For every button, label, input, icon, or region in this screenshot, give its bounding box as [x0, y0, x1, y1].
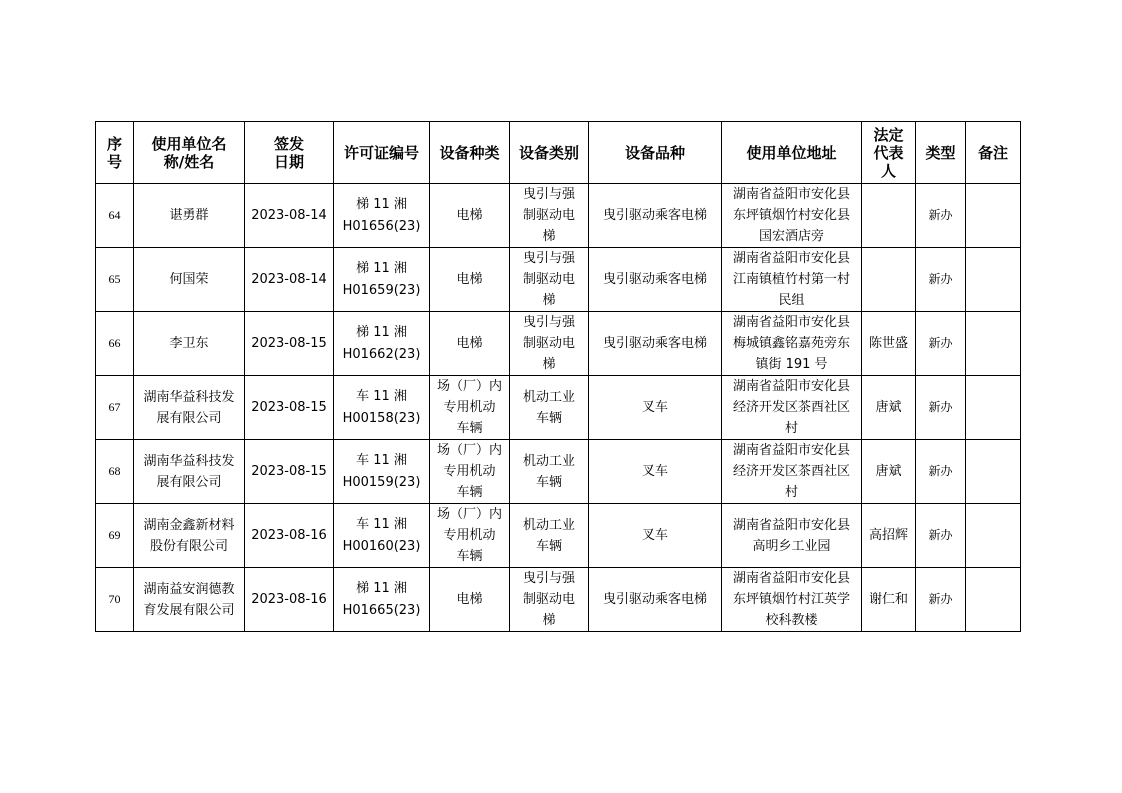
- issue-date-text: 2023-08-14: [251, 208, 327, 223]
- license-number-text: 车 11 湘 H00158(23): [342, 388, 421, 426]
- license-number-text: 车 11 湘 H00159(23): [342, 452, 421, 490]
- table-row: [96, 440, 1021, 504]
- issue-date-text: 2023-08-16: [251, 528, 327, 543]
- remark-cell: [966, 184, 1021, 248]
- type-cell: [916, 504, 966, 568]
- unit-name-text: 湖南华益科技发 展有限公司: [143, 453, 235, 490]
- issue-date-cell: [245, 248, 334, 312]
- license-number-text: 车 11 湘 H00160(23): [342, 516, 421, 554]
- seq-text: 64: [108, 208, 121, 222]
- license-number-cell: [334, 248, 430, 312]
- equipment-variety-cell: [589, 504, 722, 568]
- header-equipment-variety: 设备品种: [589, 122, 722, 184]
- remark-cell: [966, 248, 1021, 312]
- issue-date-cell: [245, 312, 334, 376]
- header-unit-address: 使用单位地址: [722, 122, 862, 184]
- equipment-variety-cell: [589, 440, 722, 504]
- unit-address-cell: [722, 312, 862, 376]
- legal-representative-cell: [862, 440, 916, 504]
- seq-cell: [96, 376, 134, 440]
- issue-date-cell: [245, 184, 334, 248]
- equipment-variety-text: 曳引驱动乘客电梯: [602, 272, 707, 287]
- issue-date-cell: [245, 504, 334, 568]
- type-cell: [916, 184, 966, 248]
- equipment-variety-cell: [589, 376, 722, 440]
- unit-name-cell: [134, 568, 245, 632]
- header-legal-representative: 法定 代表 人: [862, 122, 916, 184]
- license-number-text: 梯 11 湘 H01662(23): [342, 324, 421, 362]
- license-registry-table: [95, 121, 1021, 632]
- table-row: [96, 184, 1021, 248]
- legal-representative-cell: [862, 376, 916, 440]
- table-row: [96, 312, 1021, 376]
- unit-name-cell: [134, 248, 245, 312]
- seq-text: 68: [108, 464, 121, 478]
- equipment-category-text: 曳引与强 制驱动电 梯: [522, 571, 575, 628]
- table-header: [96, 122, 1021, 184]
- unit-address-cell: [722, 248, 862, 312]
- equipment-category-text: 曳引与强 制驱动电 梯: [522, 251, 575, 308]
- legal-representative-cell: [862, 184, 916, 248]
- seq-text: 65: [108, 272, 121, 286]
- unit-name-text: 湖南金鑫新材料 股份有限公司: [143, 517, 235, 554]
- equipment-category-text: 曳引与强 制驱动电 梯: [522, 315, 575, 372]
- license-number-cell: [334, 184, 430, 248]
- unit-address-text: 湖南省益阳市安化县 东坪镇烟竹村江英学 校科教楼: [732, 571, 850, 628]
- license-number-cell: [334, 312, 430, 376]
- license-number-text: 梯 11 湘 H01656(23): [342, 196, 421, 234]
- type-text: 新办: [928, 336, 953, 350]
- issue-date-text: 2023-08-14: [251, 272, 327, 287]
- seq-cell: [96, 440, 134, 504]
- seq-cell: [96, 504, 134, 568]
- issue-date-cell: [245, 568, 334, 632]
- legal-representative-text: 陈世盛: [868, 336, 908, 351]
- equipment-kind-text: 电梯: [456, 208, 483, 223]
- equipment-kind-text: 场（厂）内 专用机动 车辆: [436, 443, 502, 500]
- remark-cell: [966, 504, 1021, 568]
- unit-address-text: 湖南省益阳市安化县 经济开发区茶酉社区 村: [732, 443, 850, 500]
- type-cell: [916, 312, 966, 376]
- seq-text: 66: [108, 336, 121, 350]
- type-text: 新办: [928, 272, 953, 286]
- legal-representative-text: 唐斌: [875, 400, 902, 415]
- equipment-kind-cell: [430, 440, 510, 504]
- remark-cell: [966, 312, 1021, 376]
- equipment-category-cell: [510, 440, 589, 504]
- equipment-kind-text: 场（厂）内 专用机动 车辆: [436, 507, 502, 564]
- type-text: 新办: [928, 208, 953, 222]
- legal-representative-cell: [862, 312, 916, 376]
- equipment-category-text: 曳引与强 制驱动电 梯: [522, 187, 575, 244]
- equipment-category-cell: [510, 248, 589, 312]
- type-cell: [916, 440, 966, 504]
- header-seq: 序 号: [96, 122, 134, 184]
- table-row: [96, 248, 1021, 312]
- license-number-text: 梯 11 湘 H01665(23): [342, 580, 421, 618]
- unit-address-cell: [722, 376, 862, 440]
- seq-cell: [96, 184, 134, 248]
- header-remark: 备注: [966, 122, 1021, 184]
- issue-date-text: 2023-08-15: [251, 336, 327, 351]
- table-body: [96, 184, 1021, 632]
- unit-address-text: 湖南省益阳市安化县 东坪镇烟竹村安化县 国宏酒店旁: [732, 187, 850, 244]
- header-issue-date: 签发 日期: [245, 122, 334, 184]
- unit-address-text: 湖南省益阳市安化县 梅城镇鑫铭嘉苑旁东 镇街 191 号: [732, 315, 850, 372]
- license-number-cell: [334, 568, 430, 632]
- equipment-kind-cell: [430, 504, 510, 568]
- type-cell: [916, 568, 966, 632]
- equipment-category-cell: [510, 504, 589, 568]
- seq-cell: [96, 248, 134, 312]
- legal-representative-text: 唐斌: [875, 464, 902, 479]
- seq-cell: [96, 568, 134, 632]
- equipment-variety-text: 曳引驱动乘客电梯: [602, 592, 707, 607]
- unit-name-cell: [134, 312, 245, 376]
- unit-address-cell: [722, 568, 862, 632]
- unit-name-text: 湖南华益科技发 展有限公司: [143, 389, 235, 426]
- equipment-category-text: 机动工业 车辆: [522, 453, 575, 490]
- unit-name-text: 湖南益安润德教 育发展有限公司: [143, 581, 235, 618]
- header-license-number: 许可证编号: [334, 122, 430, 184]
- license-number-text: 梯 11 湘 H01659(23): [342, 260, 421, 298]
- equipment-kind-text: 电梯: [456, 592, 483, 607]
- remark-cell: [966, 568, 1021, 632]
- unit-address-text: 湖南省益阳市安化县 经济开发区茶酉社区 村: [732, 379, 850, 436]
- header-equipment-kind: 设备种类: [430, 122, 510, 184]
- header-row: [96, 122, 1021, 184]
- issue-date-text: 2023-08-15: [251, 464, 327, 479]
- license-number-cell: [334, 440, 430, 504]
- type-text: 新办: [928, 592, 953, 606]
- seq-text: 67: [108, 400, 121, 414]
- remark-cell: [966, 376, 1021, 440]
- header-unit-name: 使用单位名 称/姓名: [134, 122, 245, 184]
- unit-address-cell: [722, 184, 862, 248]
- equipment-variety-cell: [589, 184, 722, 248]
- unit-address-cell: [722, 440, 862, 504]
- issue-date-text: 2023-08-15: [251, 400, 327, 415]
- legal-representative-text: 高招辉: [868, 528, 908, 543]
- legal-representative-cell: [862, 248, 916, 312]
- equipment-variety-text: 曳引驱动乘客电梯: [602, 336, 707, 351]
- equipment-category-text: 机动工业 车辆: [522, 517, 575, 554]
- equipment-kind-text: 场（厂）内 专用机动 车辆: [436, 379, 502, 436]
- equipment-category-text: 机动工业 车辆: [522, 389, 575, 426]
- equipment-variety-cell: [589, 568, 722, 632]
- equipment-category-cell: [510, 568, 589, 632]
- seq-text: 69: [108, 528, 121, 542]
- remark-cell: [966, 440, 1021, 504]
- equipment-variety-text: 叉车: [641, 528, 668, 543]
- issue-date-cell: [245, 440, 334, 504]
- unit-address-cell: [722, 504, 862, 568]
- equipment-kind-cell: [430, 568, 510, 632]
- issue-date-cell: [245, 376, 334, 440]
- header-equipment-category: 设备类别: [510, 122, 589, 184]
- seq-text: 70: [108, 592, 121, 606]
- unit-address-text: 湖南省益阳市安化县 高明乡工业园: [732, 517, 850, 554]
- equipment-kind-cell: [430, 184, 510, 248]
- equipment-variety-cell: [589, 248, 722, 312]
- issue-date-text: 2023-08-16: [251, 592, 327, 607]
- type-text: 新办: [928, 464, 953, 478]
- equipment-kind-text: 电梯: [456, 272, 483, 287]
- header-type: 类型: [916, 122, 966, 184]
- unit-name-text: 李卫东: [169, 336, 209, 351]
- equipment-category-cell: [510, 312, 589, 376]
- license-number-cell: [334, 376, 430, 440]
- equipment-kind-cell: [430, 248, 510, 312]
- seq-cell: [96, 312, 134, 376]
- equipment-kind-cell: [430, 376, 510, 440]
- unit-name-cell: [134, 504, 245, 568]
- equipment-kind-cell: [430, 312, 510, 376]
- equipment-variety-text: 叉车: [641, 464, 668, 479]
- unit-name-text: 谌勇群: [169, 208, 209, 223]
- unit-name-cell: [134, 376, 245, 440]
- legal-representative-cell: [862, 568, 916, 632]
- table-row: [96, 376, 1021, 440]
- legal-representative-text: 谢仁和: [868, 592, 908, 607]
- type-text: 新办: [928, 400, 953, 414]
- equipment-variety-cell: [589, 312, 722, 376]
- equipment-variety-text: 曳引驱动乘客电梯: [602, 208, 707, 223]
- license-number-cell: [334, 504, 430, 568]
- type-cell: [916, 376, 966, 440]
- equipment-variety-text: 叉车: [641, 400, 668, 415]
- equipment-kind-text: 电梯: [456, 336, 483, 351]
- unit-name-text: 何国荣: [169, 272, 209, 287]
- equipment-category-cell: [510, 184, 589, 248]
- table-row: [96, 568, 1021, 632]
- unit-address-text: 湖南省益阳市安化县 江南镇植竹村第一村 民组: [732, 251, 850, 308]
- legal-representative-cell: [862, 504, 916, 568]
- table-row: [96, 504, 1021, 568]
- type-cell: [916, 248, 966, 312]
- type-text: 新办: [928, 528, 953, 542]
- equipment-category-cell: [510, 376, 589, 440]
- unit-name-cell: [134, 440, 245, 504]
- unit-name-cell: [134, 184, 245, 248]
